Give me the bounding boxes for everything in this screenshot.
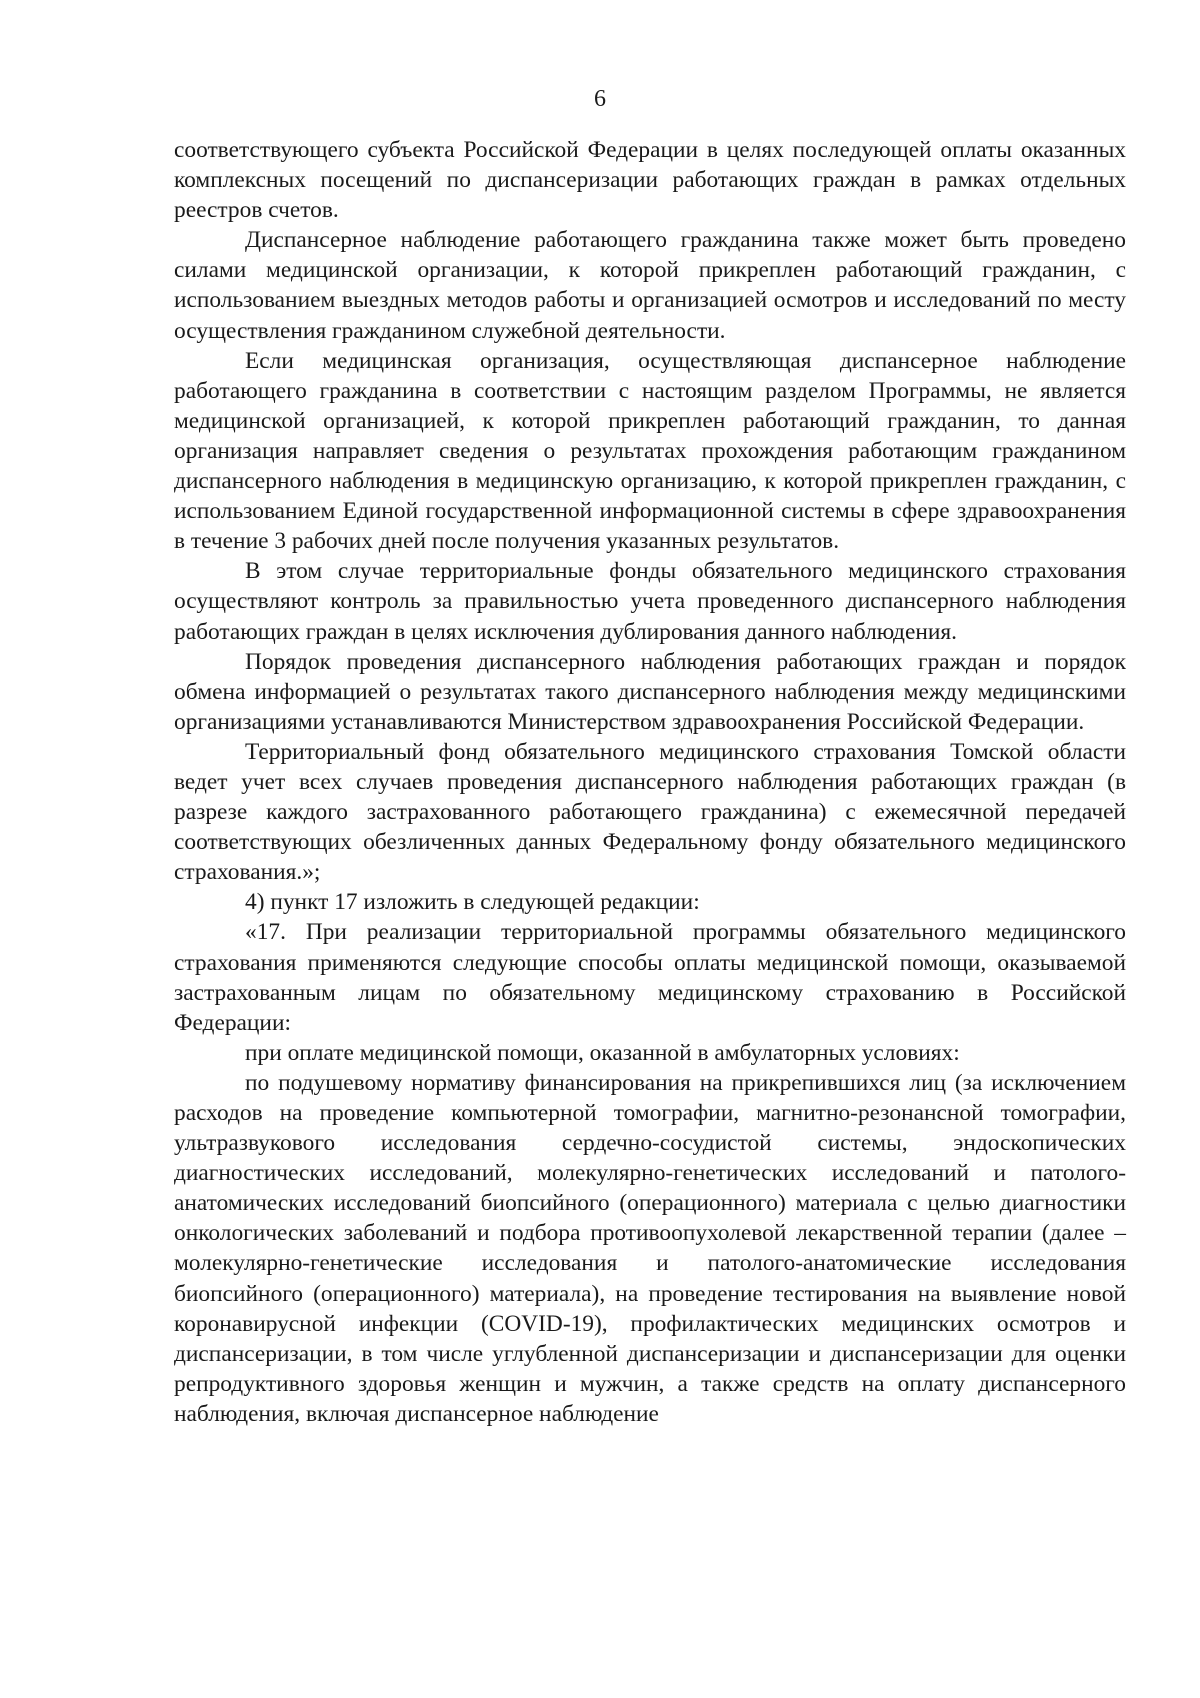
page-number: 6 bbox=[594, 86, 606, 112]
document-body bbox=[174, 135, 1126, 1429]
paragraph: Порядок проведения диспансерного наблюдения работающих граждан и порядок обмена информацией о результатах такого диспансерного наблюдения между медицинскими организациями устанавливаются Министерством здравоохранения Российской Федерации. bbox=[174, 648, 1126, 735]
paragraph: Если медицинская организация, осуществляющая диспансерное наблюдение работающего гражданина в соответствии с настоящим разделом Программы, не является медицинской организацией, к которой прикреплен работающий гражданин, то данная организация направляет сведения о результатах прохождения работающим гражданином диспансерного наблюдения в медицинскую организацию, к которой прикреплен гражданин, с использованием Единой государственной информационной системы в сфере здравоохранения в течение 3 рабочих дней после получения указанных результатов. bbox=[174, 347, 1126, 555]
paragraph: по подушевому нормативу финансирования на прикрепившихся лиц (за исключением расходов на проведение компьютерной томографии, магнитно-резонансной томографии, ультразвукового исследования сердечно-сосудистой системы, эндоскопических диагностических исследований, молекулярно-генетических исследований и патолого-анатомических исследований биопсийного (операционного) материала с целью диагностики онкологических заболеваний и подбора противоопухолевой лекарственной терапии (далее – молекулярно-генетические исследования и патолого-анатомические исследования биопсийного (операционного) материала), на проведение тестирования на выявление новой коронавирусной инфекции (COVID-19), профилактических медицинских осмотров и диспансеризации, в том числе углубленной диспансеризации и диспансеризации для оценки репродуктивного здоровья женщин и мужчин, а также средств на оплату диспансерного наблюдения, включая диспансерное наблюдение bbox=[174, 1069, 1126, 1427]
paragraph: 4) пункт 17 изложить в следующей редакции: bbox=[245, 889, 700, 916]
paragraph: «17. При реализации территориальной программы обязательного медицинского страхования применяются следующие способы оплаты медицинской помощи, оказываемой застрахованным лицам по обязательному медицинскому страхованию в Российской Федерации: bbox=[174, 919, 1126, 1036]
paragraph: при оплате медицинской помощи, оказанной в амбулаторных условиях: bbox=[245, 1039, 960, 1066]
paragraph-continuation: соответствующего субъекта Российской Федерации в целях последующей оплаты оказанных комплексных посещений по диспансеризации работающих граждан в рамках отдельных реестров счетов. bbox=[174, 137, 1126, 224]
paragraph: В этом случае территориальные фонды обязательного медицинского страхования осуществляют контроль за правильностью учета проведенного диспансерного наблюдения работающих граждан в целях исключения дублирования данного наблюдения. bbox=[174, 558, 1126, 645]
paragraph: Территориальный фонд обязательного медицинского страхования Томской области ведет учет всех случаев проведения диспансерного наблюдения работающих граждан (в разрезе каждого застрахованного работающего гражданина) с ежемесячной передачей соответствующих обезличенных данных Федеральному фонду обязательного медицинского страхования.»; bbox=[174, 738, 1126, 886]
paragraph: Диспансерное наблюдение работающего гражданина также может быть проведено силами медицинской организации, к которой прикреплен работающий гражданин, с использованием выездных методов работы и организацией осмотров и исследований по месту осуществления гражданином служебной деятельности. bbox=[174, 227, 1126, 344]
